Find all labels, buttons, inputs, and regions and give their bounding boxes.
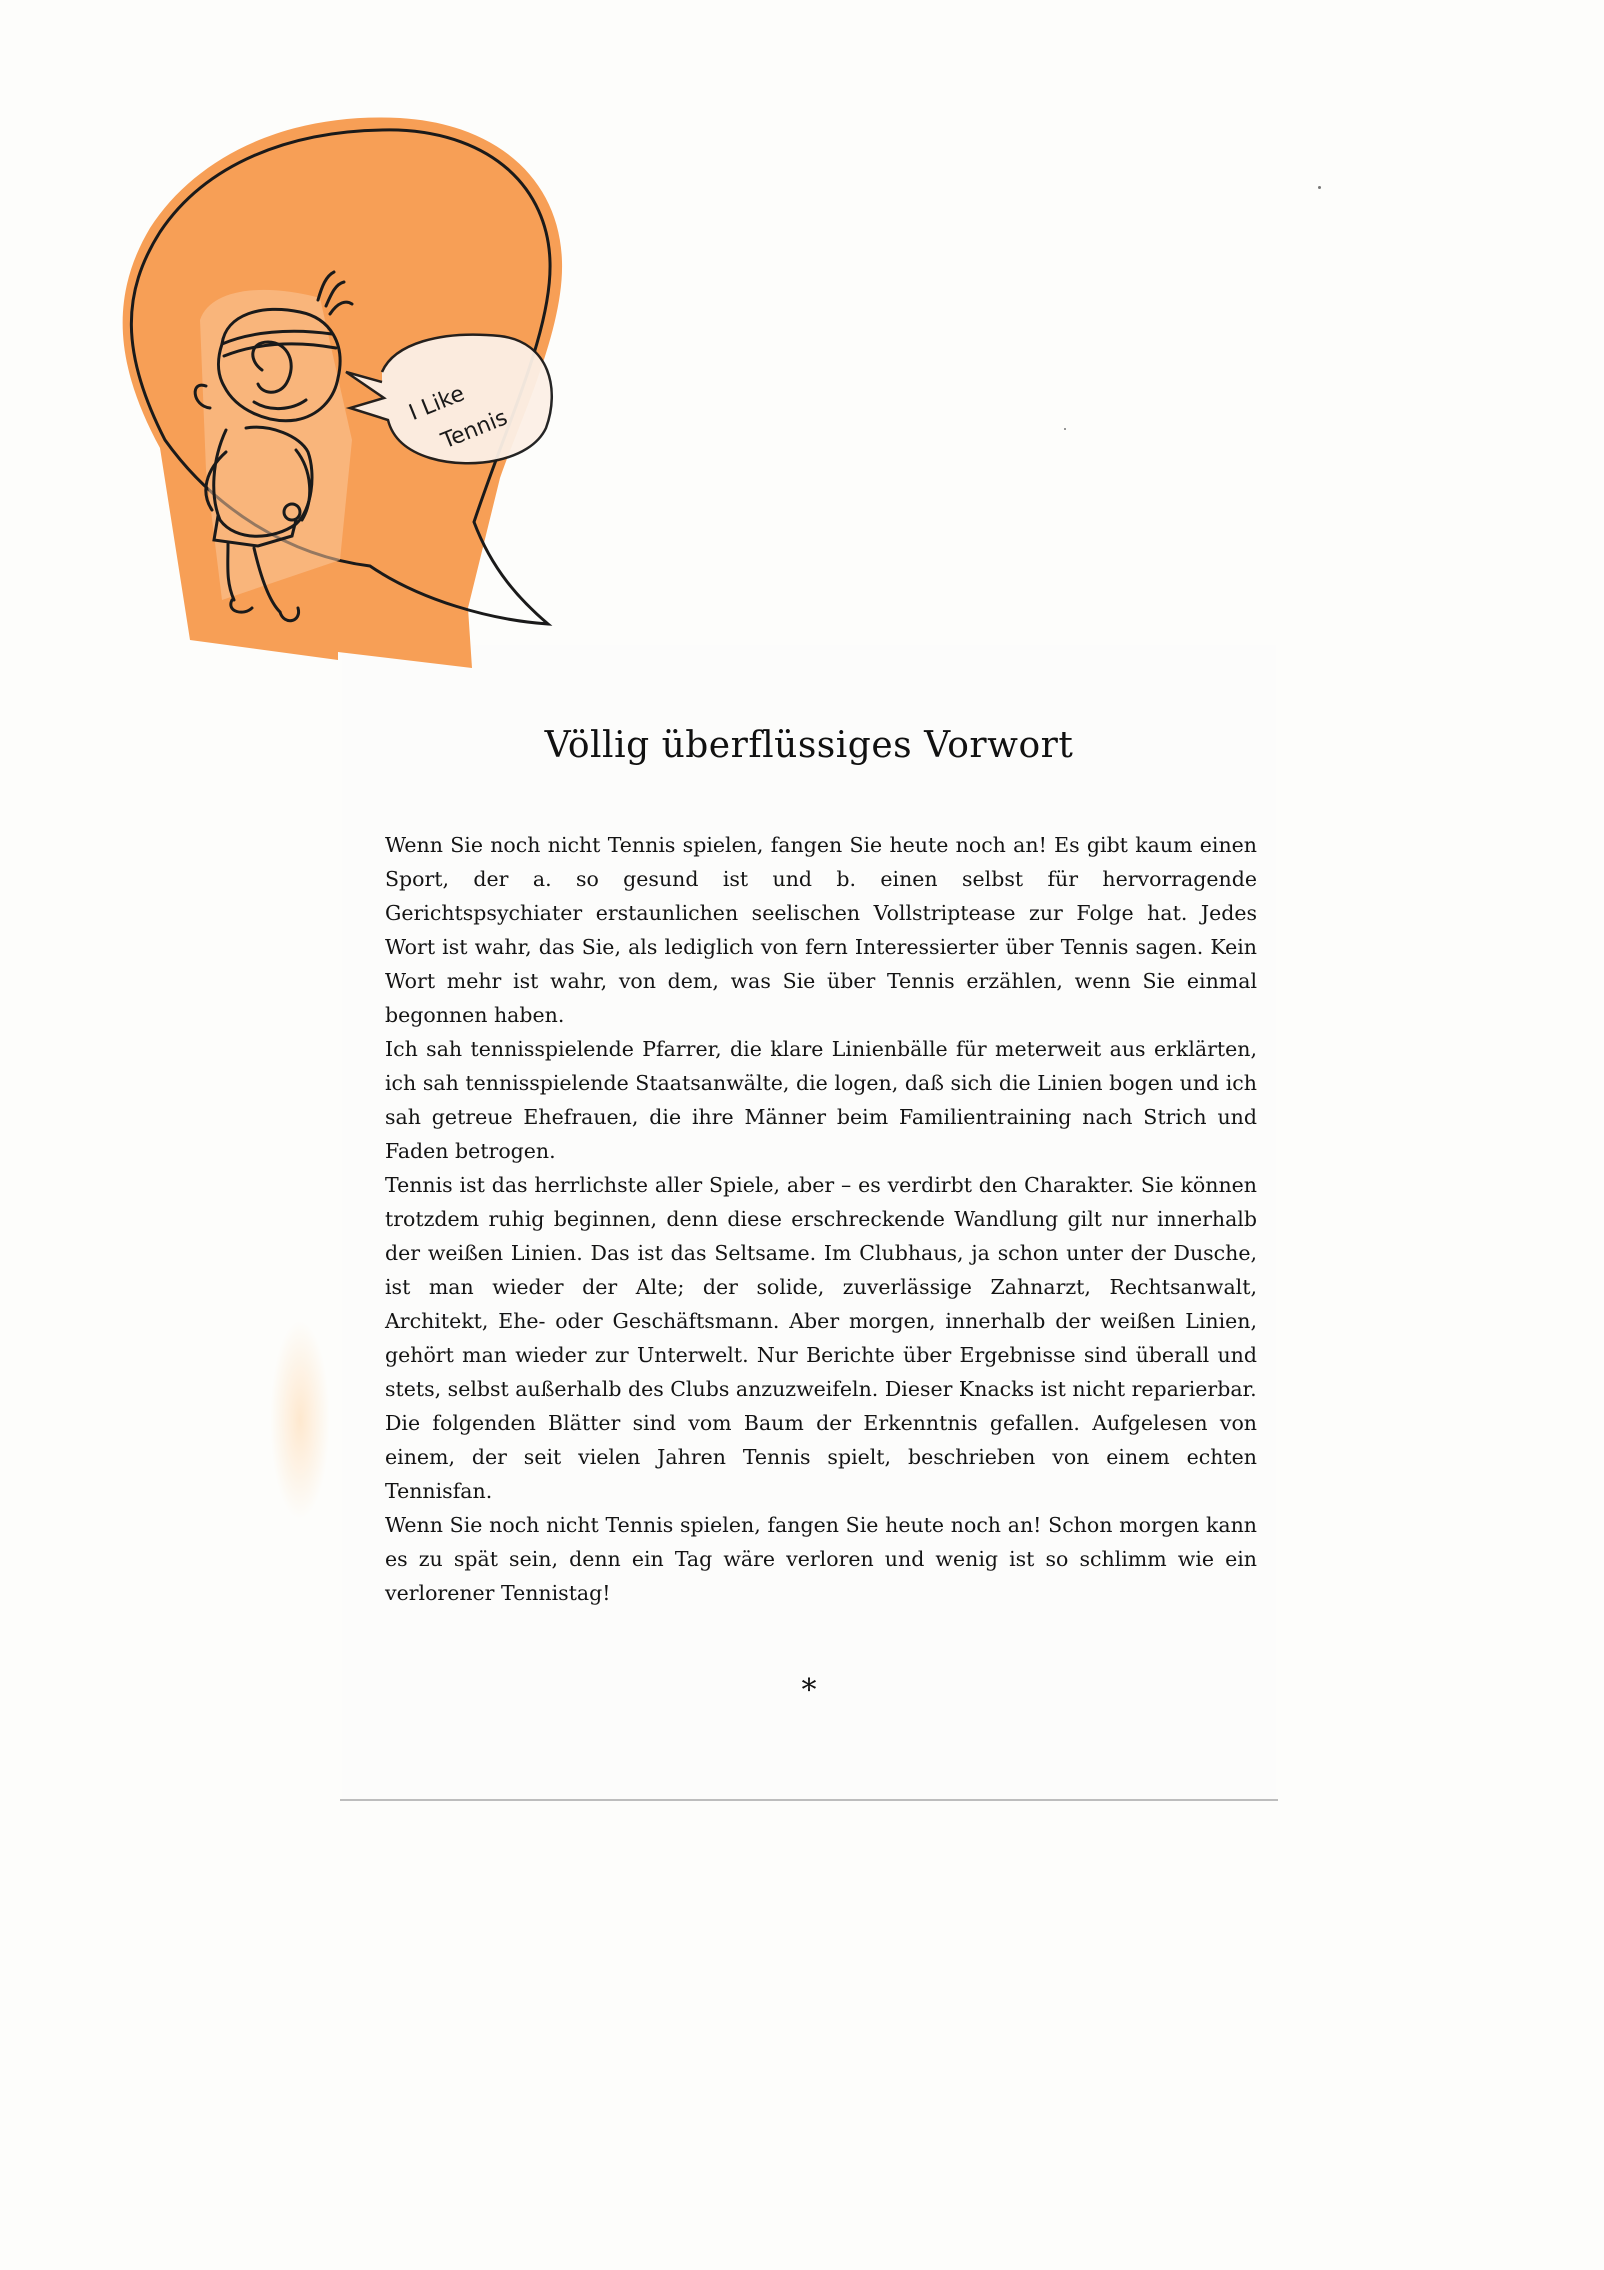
cut-page-bottom-edge xyxy=(340,1799,1278,1801)
paragraph-1: Wenn Sie noch nicht Tennis spielen, fangen Sie heute noch an! Es gibt kaum einen Sport, der a. so gesund ist und b. einen selbst für hervorragende Gerichtspsychiater erstaunlichen seelischen Vollstriptease zur Folge hat. Jedes Wort ist wahr, das Sie, als lediglich von fern Interessierter über Tennis sagen. Kein Wort mehr ist wahr, von dem, was Sie über Tennis erzählen, wenn Sie einmal begonnen haben. xyxy=(385,833,1257,1027)
scan-smudge xyxy=(270,1320,330,1520)
bubble-text-line2: Tennis xyxy=(438,405,512,455)
page-title: Völlig überflüssiges Vorwort xyxy=(544,725,1074,766)
paragraph-2: Ich sah tennisspielende Pfarrer, die klare Linienbälle für meterweit aus erklärten, ich sah tennisspielende Staatsanwälte, die logen, daß sich die Linien bogen und ich sah getreue Ehefrauen, die ihre Männer beim Familientraining nach Strich und Faden betrogen. xyxy=(385,1037,1257,1163)
end-asterisk: * xyxy=(801,1673,817,1708)
paragraph-4: Die folgenden Blätter sind vom Baum der Erkenntnis gefallen. Aufgelesen von einem, der seit vielen Jahren Tennis spielt, beschrieben von einem echten Tennisfan. xyxy=(385,1411,1257,1503)
paragraph-3: Tennis ist das herrlichste aller Spiele, aber – es verdirbt den Charakter. Sie können trotzdem ruhig beginnen, denn diese erschreckende Wandlung gilt nur innerhalb der weißen Linien. Das ist das Seltsame. Im Clubhaus, ja schon unter der Dusche, ist man wieder der Alte; der solide, zuverlässige Zahnarzt, Rechtsanwalt, Architekt, Ehe- oder Geschäftsmann. Aber morgen, innerhalb der weißen Linien, gehört man wieder zur Unterwelt. Nur Berichte über Ergebnisse sind überall und stets, selbst außerhalb des Clubs anzuzweifeln. Dieser Knacks ist nicht reparierbar. xyxy=(385,1173,1257,1401)
paragraph-5: Wenn Sie noch nicht Tennis spielen, fangen Sie heute noch an! Schon morgen kann es zu spät sein, denn ein Tag wäre verloren und wenig ist so schlimm wie ein verlorener Tennistag! xyxy=(385,1513,1257,1605)
foreword-body xyxy=(385,828,1257,1610)
speech-bubble-sticker xyxy=(0,0,1604,720)
bubble-text-line1: I Like xyxy=(405,381,469,426)
